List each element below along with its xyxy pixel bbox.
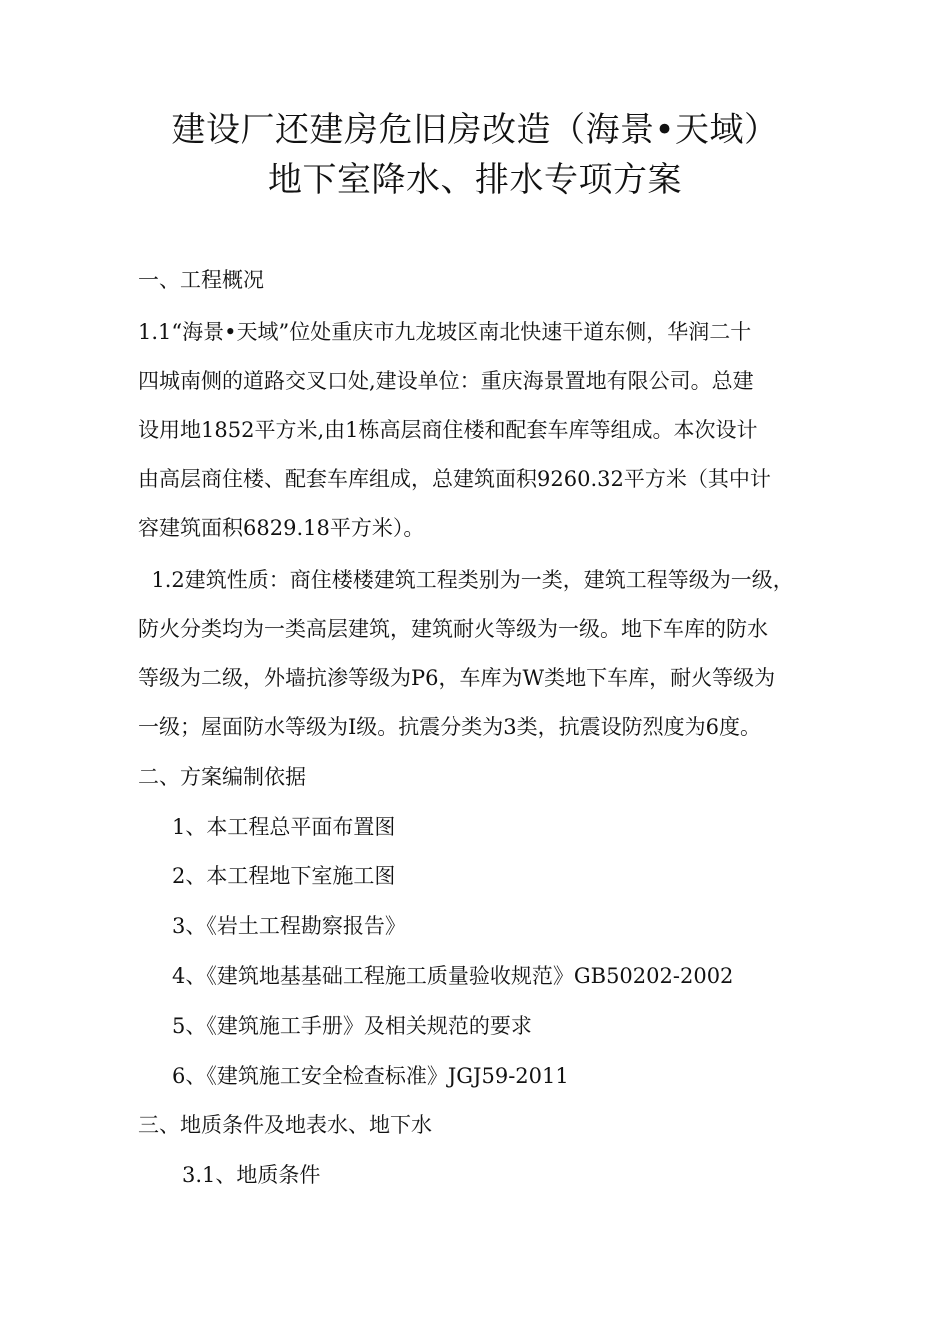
list-item: 4、《建筑地基基础工程施工质量验收规范》GB50202-2002: [172, 964, 734, 988]
paragraph-line: 等级为二级，外墙抗渗等级为P6，车库为W类地下车库，耐火等级为: [138, 666, 776, 690]
list-item: 6、《建筑施工安全检查标准》JGJ59-2011: [172, 1064, 569, 1088]
paragraph-line: 设用地1852平方米,由1栋高层商住楼和配套车库等组成。本次设计: [138, 418, 758, 442]
section-heading-basis: 二、方案编制依据: [138, 765, 306, 789]
section-heading-overview: 一、工程概况: [138, 268, 264, 292]
paragraph-line: 防火分类均为一类高层建筑，建筑耐火等级为一级。地下车库的防水: [138, 617, 768, 641]
list-item: 1、本工程总平面布置图: [172, 815, 396, 839]
document-title-line-2: 地下室降水、排水专项方案: [268, 160, 682, 200]
list-item: 5、《建筑施工手册》及相关规范的要求: [172, 1014, 532, 1038]
subsection-heading: 3.1、地质条件: [182, 1163, 321, 1187]
section-heading-geology: 三、地质条件及地表水、地下水: [138, 1113, 432, 1137]
paragraph-line: 一级；屋面防水等级为I级。抗震分类为3类，抗震设防烈度为6度。: [138, 715, 762, 739]
paragraph-line: 1.2建筑性质：商住楼楼建筑工程类别为一类，建筑工程等级为一级，: [138, 568, 794, 592]
list-item: 2、本工程地下室施工图: [172, 864, 396, 888]
paragraph-line: 容建筑面积6829.18平方米）。: [138, 516, 425, 540]
paragraph-line: 四城南侧的道路交叉口处,建设单位：重庆海景置地有限公司。总建: [138, 369, 754, 393]
document-title-line-1: 建设厂还建房危旧房改造（海景•天域）: [171, 110, 779, 150]
list-item: 3、《岩土工程勘察报告》: [172, 914, 406, 938]
paragraph-line: 1.1“海景•天域”位处重庆市九龙坡区南北快速干道东侧，华润二十: [138, 320, 752, 344]
paragraph-line: 由高层商住楼、配套车库组成，总建筑面积9260.32平方米（其中计: [138, 467, 771, 491]
